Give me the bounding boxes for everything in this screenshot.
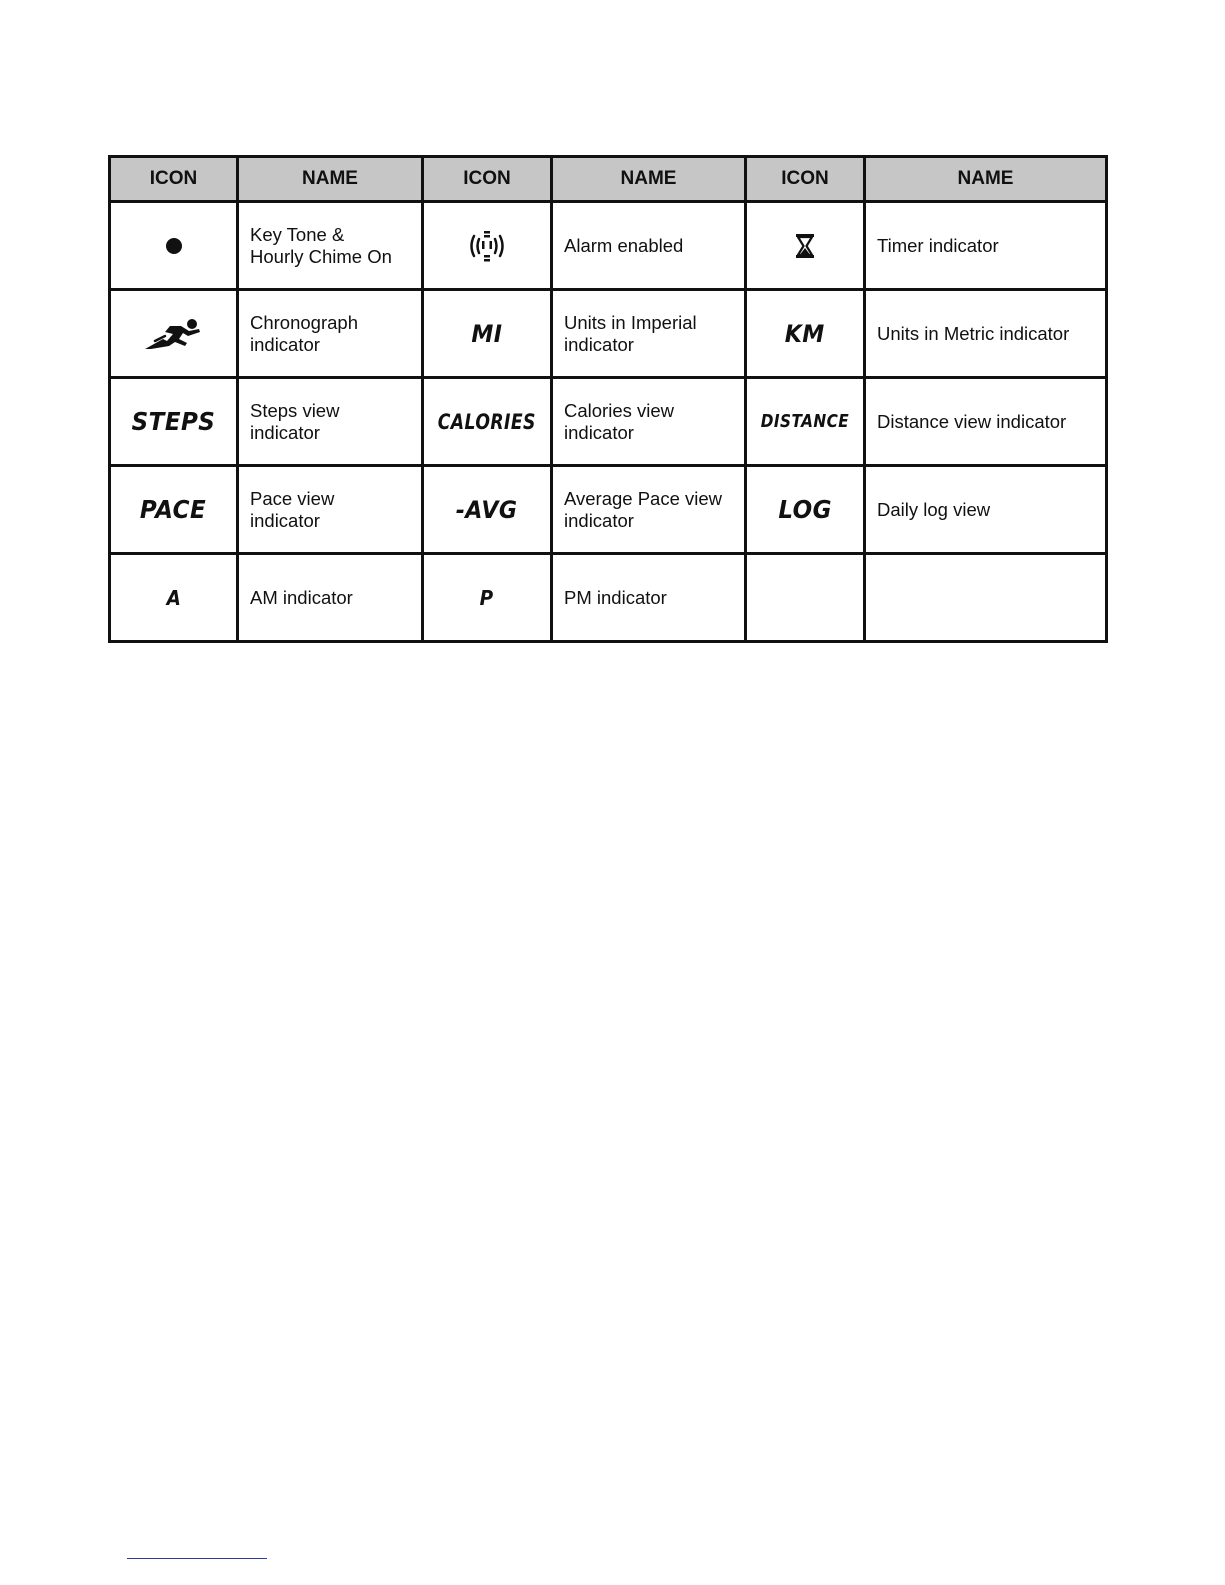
icon-name: AM indicator: [250, 586, 353, 608]
avg-icon: -AVG: [456, 495, 518, 524]
icon-cell: [746, 378, 865, 466]
name-cell: [238, 378, 423, 466]
runner-icon: [143, 317, 205, 351]
icon-cell: [110, 554, 238, 642]
name-cell: [865, 378, 1107, 466]
icon-name: Units in Imperial indicator: [564, 311, 697, 355]
dot-icon: [164, 236, 184, 256]
footer-link-underline: [127, 1558, 267, 1559]
pace-icon: PACE: [140, 495, 207, 524]
header-name-1: NAME: [238, 157, 423, 202]
icon-name: Steps view indicator: [250, 399, 340, 443]
icon-name: Chronograph indicator: [250, 311, 358, 355]
header-icon-3: ICON: [746, 157, 865, 202]
icon-cell: [423, 290, 552, 378]
name-cell: [238, 202, 423, 290]
calories-icon: CALORIES: [437, 409, 537, 434]
header-name-2: NAME: [552, 157, 746, 202]
icon-name: Key Tone & Hourly Chime On: [250, 223, 392, 267]
name-cell: [238, 290, 423, 378]
alarm-icon: [467, 228, 507, 264]
icon-cell: [110, 466, 238, 554]
empty-name-cell: [865, 554, 1107, 642]
header-name-3: NAME: [865, 157, 1107, 202]
name-cell: [552, 290, 746, 378]
km-icon: KM: [784, 319, 825, 348]
table-row: [110, 202, 1107, 290]
icon-name: PM indicator: [564, 586, 667, 608]
icon-cell: [110, 202, 238, 290]
icon-cell: [423, 202, 552, 290]
icon-cell: [746, 466, 865, 554]
icon-name: Distance view indicator: [877, 410, 1067, 432]
name-cell: [865, 290, 1107, 378]
log-icon: LOG: [778, 495, 832, 524]
icon-cell: [423, 378, 552, 466]
icon-cell: [423, 554, 552, 642]
icon-name: Alarm enabled: [564, 234, 684, 256]
name-cell: [865, 466, 1107, 554]
name-cell: [238, 554, 423, 642]
name-cell: [552, 202, 746, 290]
table-row: [110, 466, 1107, 554]
name-cell: [865, 202, 1107, 290]
header-icon-2: ICON: [423, 157, 552, 202]
icon-cell: [423, 466, 552, 554]
header-icon-1: ICON: [110, 157, 238, 202]
icon-name: Units in Metric indicator: [877, 322, 1070, 344]
name-cell: [552, 554, 746, 642]
hourglass-icon: [794, 233, 816, 259]
steps-icon: STEPS: [131, 407, 216, 436]
name-cell: [238, 466, 423, 554]
icon-name: Pace view indicator: [250, 487, 335, 531]
icon-name: Average Pace view indicator: [564, 487, 723, 531]
table-row: [110, 378, 1107, 466]
icon-cell: [110, 290, 238, 378]
icon-cell: [746, 202, 865, 290]
table-row: [110, 554, 1107, 642]
distance-icon: DISTANCE: [760, 411, 850, 432]
name-cell: [552, 378, 746, 466]
table-header-row: [110, 157, 1107, 202]
icon-cell: [746, 290, 865, 378]
name-cell: [552, 466, 746, 554]
icon-name: Calories view indicator: [564, 399, 675, 443]
icon-name: Timer indicator: [877, 234, 999, 256]
pm-icon: P: [480, 585, 494, 610]
icon-reference-table: [108, 155, 1108, 643]
empty-icon-cell: [746, 554, 865, 642]
table-row: [110, 290, 1107, 378]
icon-cell: [110, 378, 238, 466]
icon-name: Daily log view: [877, 498, 991, 520]
mi-icon: MI: [471, 319, 503, 348]
am-icon: A: [166, 585, 181, 610]
